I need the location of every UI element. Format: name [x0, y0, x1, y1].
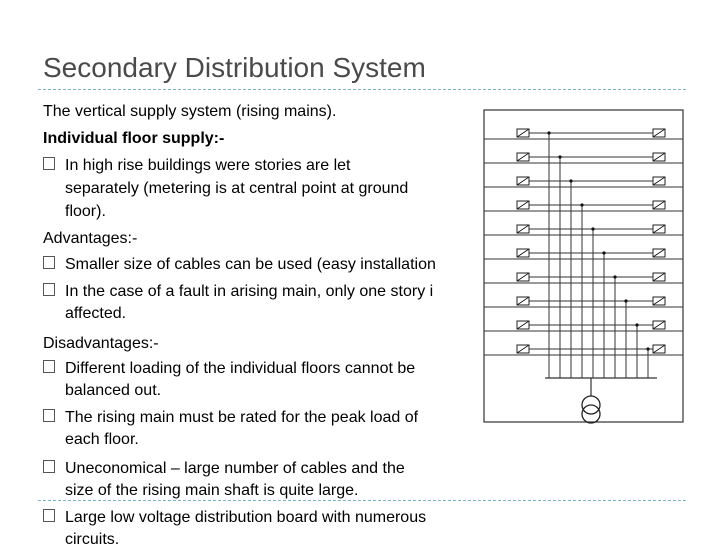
meter-icon: [653, 273, 665, 281]
meter-icon: [517, 225, 529, 233]
disadvantage-3-line2: size of the rising main shaft is quite large.: [65, 482, 359, 499]
meter-icon: [653, 297, 665, 305]
meter-icon: [517, 249, 529, 257]
advantage-2-line1: In the case of a fault in arising main, only one story i: [65, 283, 434, 300]
junction-dot: [580, 203, 583, 206]
meter-icon: [653, 177, 665, 185]
checkbox-bullet-icon: [43, 359, 55, 379]
junction-dot: [624, 299, 627, 302]
disadvantage-2-line2: each floor.: [65, 431, 139, 448]
slide-title: Secondary Distribution System: [43, 52, 426, 83]
meter-icon: [653, 249, 665, 257]
junction-dot: [569, 179, 572, 182]
meter-icon: [517, 345, 529, 353]
meter-icon: [517, 153, 529, 161]
bullet1-line3: floor).: [65, 203, 106, 220]
advantage-2-line2: affected.: [65, 305, 127, 322]
meter-icon: [517, 201, 529, 209]
junction-dot: [635, 323, 638, 326]
meter-icon: [517, 321, 529, 329]
heading-text: The vertical supply system (rising mains).: [43, 103, 337, 120]
disadvantages-label: Disadvantages:-: [43, 335, 159, 352]
meter-icon: [653, 225, 665, 233]
bullet1-line1: In high rise buildings were stories are let: [65, 157, 351, 174]
junction-dot: [602, 251, 605, 254]
junction-dot: [547, 131, 550, 134]
checkbox-bullet-icon: [43, 156, 55, 176]
disadvantage-4-line2: circuits.: [65, 531, 120, 548]
meter-icon: [653, 345, 665, 353]
floors-group: [484, 129, 683, 355]
meter-icon: [517, 297, 529, 305]
checkbox-bullet-icon: [43, 282, 55, 302]
subheading-text: Individual floor supply:-: [43, 130, 225, 147]
meter-icon: [653, 201, 665, 209]
meter-icon: [653, 321, 665, 329]
disadvantage-4-line1: Large low voltage distribution board with numerous: [65, 509, 427, 526]
disadvantage-1-line1: Different loading of the individual floors cannot be: [65, 360, 416, 377]
meter-icon: [517, 129, 529, 137]
disadvantage-2-line1: The rising main must be rated for the peak load of: [65, 409, 419, 426]
bullet1-line2: separately (metering is at central point at ground: [65, 180, 409, 197]
checkbox-bullet-icon: [43, 508, 55, 528]
riser-cables-group: [545, 131, 657, 396]
junction-dot: [646, 347, 649, 350]
rising-mains-diagram: [481, 108, 686, 428]
advantages-label: Advantages:-: [43, 230, 138, 247]
disadvantage-1-line2: balanced out.: [65, 382, 162, 399]
meter-icon: [653, 129, 665, 137]
checkbox-bullet-icon: [43, 408, 55, 428]
footer-divider: [38, 500, 686, 501]
transformer-icon: [582, 396, 600, 423]
junction-dot: [558, 155, 561, 158]
meter-icon: [517, 273, 529, 281]
checkbox-bullet-icon: [43, 255, 55, 275]
advantage-1: Smaller size of cables can be used (easy installation: [65, 256, 436, 273]
meter-icon: [653, 153, 665, 161]
junction-dot: [591, 227, 594, 230]
meter-icon: [517, 177, 529, 185]
disadvantage-3-line1: Uneconomical – large number of cables and the: [65, 460, 405, 477]
junction-dot: [613, 275, 616, 278]
checkbox-bullet-icon: [43, 459, 55, 479]
title-divider: [38, 89, 686, 90]
